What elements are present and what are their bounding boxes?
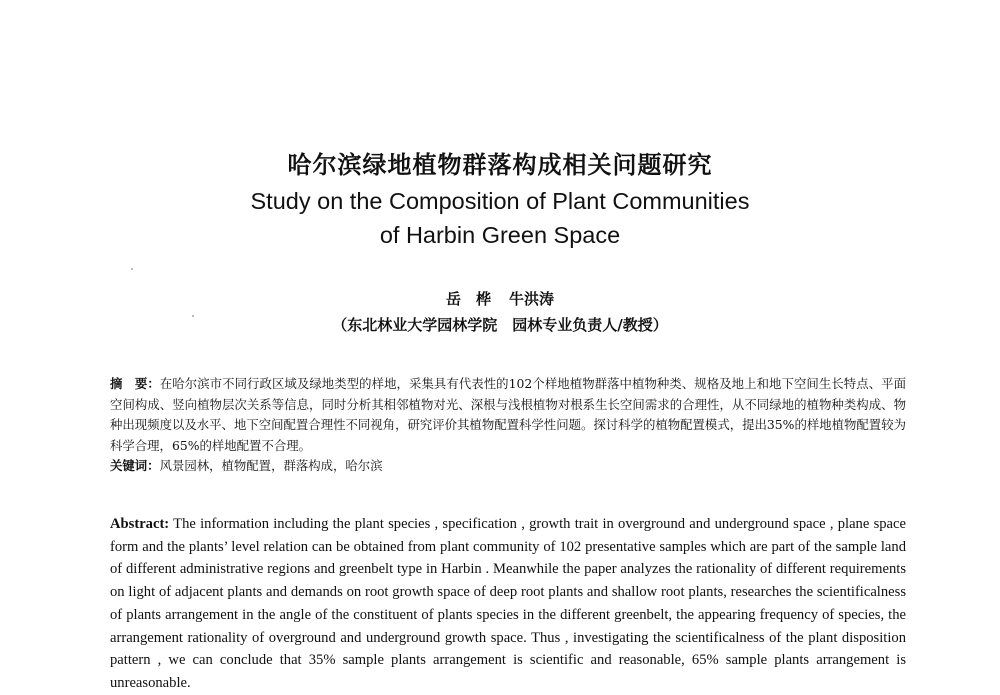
author-name: 牛洪涛 — [509, 290, 555, 308]
affiliation: （东北林业大学园林学院 园林专业负责人/教授） — [332, 316, 668, 334]
title-english-line-1: Study on the Composition of Plant Communities — [250, 188, 750, 214]
abstract-english-text: The information including the plant species , specification , growth trait in overground and underground space , plane space form and the plants’ level relation can be obtained from plant community of 102 presentative samples which are part of the sample land of different administrative regions and greenbelt type in Harbin . Meanwhile the paper analyzes the rationality of different requirements on light of adjacent plants and demands on root growth space of deep root plants and shallow root plants, researches the scientificalness of plants arrangement in the angle of the constituent of plants species in the different greenbelt, the appearing frequency of species, the arrangement rationality of overground and underground growth space. Thus , investigating the scientificalness of the plant disposition pattern , we can conclude that 35% sample plants arrangement is scientific and reasonable, 65% sample plants arrangement is unreasonable. — [110, 516, 906, 691]
title-chinese: 哈尔滨绿地植物群落构成相关问题研究 — [287, 151, 713, 179]
keywords-chinese-text: 风景园林，植物配置，群落构成，哈尔滨 — [159, 458, 383, 473]
scan-speck — [131, 268, 133, 270]
abstract-english-label: Abstract: — [110, 516, 170, 532]
keywords-chinese-label: 关键词： — [110, 458, 160, 473]
abstract-english — [110, 513, 906, 695]
abstract-chinese — [110, 374, 906, 477]
abstract-chinese-label: 摘 要： — [110, 376, 160, 391]
author-name: 岳 桦 — [445, 290, 491, 308]
abstract-chinese-text: 在哈尔滨市不同行政区域及绿地类型的样地，采集具有代表性的102个样地植物群落中植物种类、规格及地上和地下空间生长特点、平面空间构成、竖向植物层次关系等信息，同时分析其相邻植物对光、深根与浅根植物对根系生长空间需求的合理性，从不同绿地的植物种类构成、物种出现频度以及水平、地下空间配置合理性不同视角，研究评价其植物配置科学性问题。探讨科学的植物配置模式，提出35%的样地植物配置较为科学合理，65%的样地配置不合理。 — [110, 376, 907, 453]
keywords-chinese — [110, 456, 906, 477]
abstract-chinese-body — [110, 374, 906, 456]
authors — [0, 289, 1000, 309]
title-english-line-2: of Harbin Green Space — [379, 222, 621, 248]
